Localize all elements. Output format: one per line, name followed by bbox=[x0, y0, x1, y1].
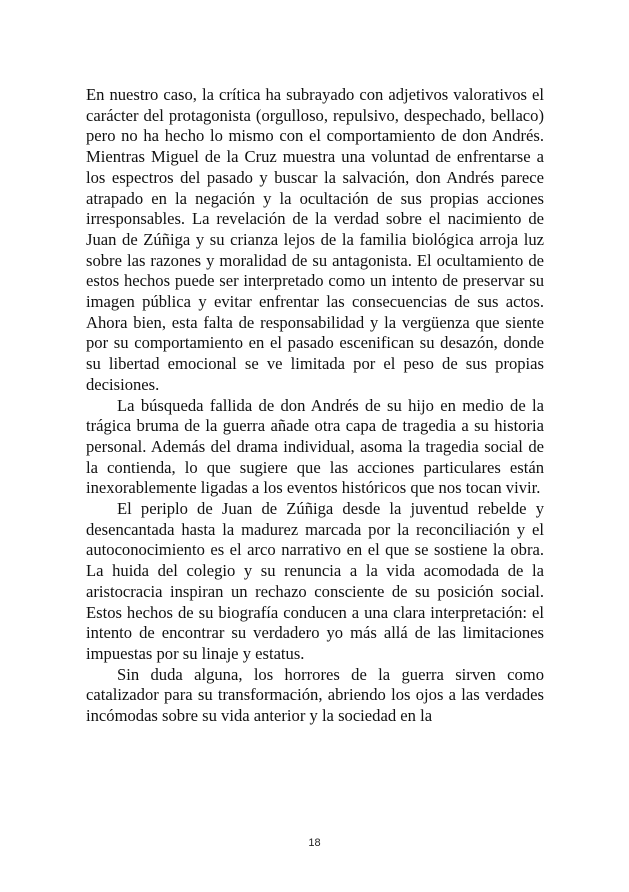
paragraph-4: Sin duda alguna, los horrores de la guerra sirven como catalizador para su transformación, abriendo los ojos a las verdades incómodas sobre su vida anterior y la sociedad en la bbox=[86, 664, 544, 726]
paragraph-1: En nuestro caso, la crítica ha subrayado con adjetivos valorativos el carácter del protagonista (orgulloso, repulsivo, despechado, bellaco) pero no ha hecho lo mismo con el comportamiento de don Andrés. Mientras Miguel de la Cruz muestra una voluntad de enfrentarse a los espectros del pasado y buscar la salvación, don Andrés parece atrapado en la negación y la ocultación de sus propias acciones irresponsables. La revelación de la verdad sobre el nacimiento de Juan de Zúñiga y su crianza lejos de la familia biológica arroja luz sobre las razones y moralidad de su antagonista. El ocultamiento de estos hechos puede ser interpretado como un intento de preservar su imagen pública y evitar enfrentar las consecuencias de sus actos. Ahora bien, esta falta de responsabilidad y la vergüenza que siente por su comportamiento en el pasado escenifican su desazón, donde su libertad emocional se ve limitada por el peso de sus propias decisiones. bbox=[86, 85, 544, 394]
body-text bbox=[86, 85, 544, 727]
paragraph-3: El periplo de Juan de Zúñiga desde la juventud rebelde y desencantada hasta la madurez marcada por la reconciliación y el autoconocimiento es el arco narrativo en el que se sostiene la obra. La huida del colegio y su renuncia a la vida acomodada de la aristocracia inspiran un rechazo consciente de su posición social. Estos hechos de su biografía conducen a una clara interpretación: el intento de encontrar su verdadero yo más allá de las limitaciones impuestas por su linaje y estatus. bbox=[86, 499, 544, 663]
page-number: 18 bbox=[308, 837, 321, 849]
paragraph-2: La búsqueda fallida de don Andrés de su hijo en medio de la trágica bruma de la guerra añade otra capa de tragedia a su historia personal. Además del drama individual, asoma la tragedia social de la contienda, lo que sugiere que las acciones particulares están inexorablemente ligadas a los eventos históricos que nos tocan vivir. bbox=[86, 395, 544, 498]
